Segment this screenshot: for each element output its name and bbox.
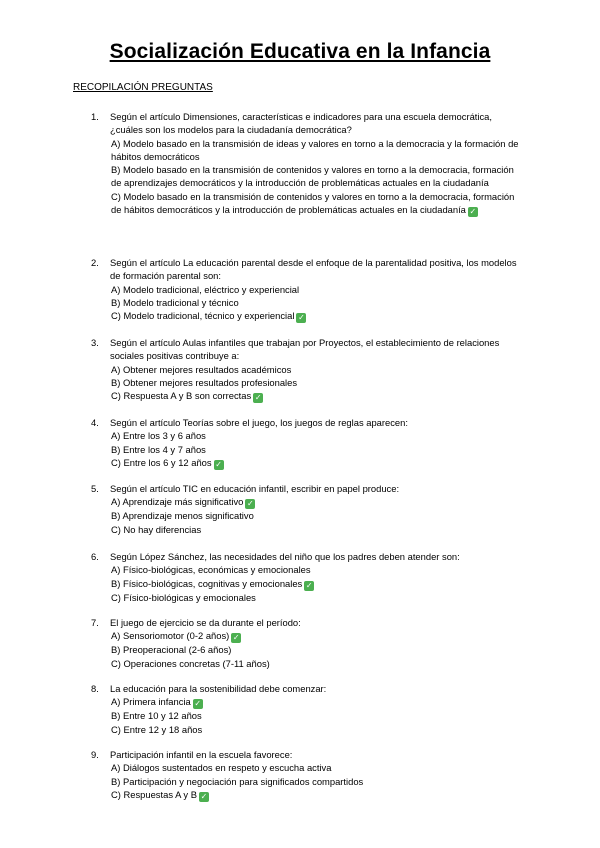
answer-option bbox=[110, 723, 525, 736]
question-body bbox=[110, 616, 525, 670]
question-number: 9. bbox=[91, 749, 99, 760]
check-mark-icon: ✓ bbox=[469, 207, 477, 217]
section-heading: RECOPILACIÓN PREGUNTAS bbox=[73, 82, 213, 93]
answer-option bbox=[110, 283, 525, 296]
question-text: Según el artículo TIC en educación infantil, escribir en papel produce: bbox=[110, 483, 400, 494]
answer-option-text: B) Entre 10 y 12 años bbox=[111, 710, 202, 722]
answer-option-text: A) Diálogos sustentados en respeto y escucha activa bbox=[111, 762, 332, 774]
answer-option-text: A) Aprendizaje más significativo bbox=[111, 496, 244, 508]
question-number: 3. bbox=[91, 337, 99, 348]
answer-option bbox=[110, 657, 525, 670]
answer-option-text: C) Modelo basado en la transmisión de contenidos y valores en torno a la democracia, formación de hábitos democráticos y la introducción de problemáticas actuales en la ciudadanía bbox=[111, 190, 515, 216]
answer-option-text: A) Obtener mejores resultados académicos bbox=[111, 363, 292, 375]
question-body bbox=[110, 550, 525, 604]
answer-option bbox=[110, 577, 525, 591]
answer-option-text: A) Sensoriomotor (0-2 años) bbox=[111, 630, 230, 642]
check-mark-icon: ✓ bbox=[305, 580, 313, 590]
question-body bbox=[110, 336, 525, 403]
answer-option-text: B) Físico-biológicas, cognitivas y emocionales bbox=[111, 577, 303, 589]
answer-option-text: C) Entre 12 y 18 años bbox=[111, 723, 203, 735]
answer-option bbox=[110, 509, 525, 522]
check-mark-icon: ✓ bbox=[194, 699, 202, 709]
question-body bbox=[110, 482, 525, 536]
question-number: 8. bbox=[91, 683, 99, 694]
question-text: Según el artículo Dimensiones, características e indicadores para una escuela democrática, ¿cuáles son los modelos para la ciudadanía democrática? bbox=[110, 111, 492, 136]
answer-option-text: B) Aprendizaje menos significativo bbox=[111, 510, 254, 522]
answer-option bbox=[110, 495, 525, 509]
question-number: 6. bbox=[91, 551, 99, 562]
check-mark-icon: ✓ bbox=[215, 459, 222, 469]
question-body bbox=[110, 416, 525, 470]
question-text: Participación infantil en la escuela favorece: bbox=[110, 749, 293, 760]
answer-option bbox=[110, 309, 525, 323]
answer-option-text: A) Modelo basado en la transmisión de ideas y valores en torno a la democracia y la formación de hábitos democráticos bbox=[111, 137, 519, 162]
question-text: Según López Sánchez, las necesidades del niño que los padres deben atender son: bbox=[110, 551, 460, 562]
answer-option-text: C) No hay diferencias bbox=[111, 523, 202, 535]
question-text: La educación para la sostenibilidad debe comenzar: bbox=[110, 683, 327, 694]
answer-option bbox=[110, 137, 525, 164]
answer-option-text: A) Físico-biológicas, económicas y emocionales bbox=[111, 564, 311, 576]
question-number: 1. bbox=[91, 111, 99, 122]
answer-option bbox=[110, 389, 525, 403]
answer-option-text: B) Entre los 4 y 7 años bbox=[111, 443, 206, 455]
answer-option-text: B) Participación y negociación para significados compartidos bbox=[111, 775, 364, 787]
question-body bbox=[110, 110, 525, 217]
answer-option bbox=[110, 456, 525, 470]
answer-option bbox=[110, 163, 525, 190]
page-title: Socialización Educativa en la Infancia bbox=[109, 40, 491, 63]
check-mark-icon: ✓ bbox=[200, 791, 208, 801]
question-number: 5. bbox=[91, 483, 99, 494]
answer-option bbox=[110, 761, 525, 774]
answer-option-text: C) Entre los 6 y 12 años bbox=[111, 456, 212, 468]
check-mark-icon: ✓ bbox=[298, 313, 305, 323]
check-mark-icon: ✓ bbox=[232, 633, 240, 643]
check-mark-icon: ✓ bbox=[254, 393, 262, 403]
answer-option-text: A) Modelo tradicional, eléctrico y experiencial bbox=[111, 283, 300, 295]
answer-option bbox=[110, 363, 525, 376]
answer-option bbox=[110, 563, 525, 576]
answer-option bbox=[110, 788, 525, 802]
answer-option bbox=[110, 709, 525, 722]
answer-option bbox=[110, 591, 525, 604]
answer-option bbox=[110, 429, 525, 442]
answer-option-text: C) Físico-biológicas y emocionales bbox=[111, 591, 256, 603]
question-body bbox=[110, 748, 525, 802]
check-mark-icon: ✓ bbox=[247, 499, 254, 509]
question-body bbox=[110, 682, 525, 736]
answer-option-text: A) Primera infancia bbox=[111, 696, 191, 708]
answer-option-text: C) Operaciones concretas (7-11 años) bbox=[111, 657, 270, 669]
answer-option-text: B) Modelo tradicional y técnico bbox=[111, 296, 239, 308]
question-body bbox=[110, 256, 525, 323]
question-number: 7. bbox=[91, 617, 99, 628]
question-text: Según el artículo Aulas infantiles que trabajan por Proyectos, el establecimiento de relaciones sociales positivas contribuye a: bbox=[110, 337, 500, 362]
answer-option bbox=[110, 190, 525, 217]
answer-option-text: C) Respuestas A y B bbox=[111, 788, 197, 800]
question-text: Según el artículo Teorías sobre el juego, los juegos de reglas aparecen: bbox=[110, 417, 408, 428]
answer-option-text: B) Modelo basado en la transmisión de contenidos y valores en torno a la democracia, formación de aprendizajes democráticos y la introducción de problemáticas actuales en la ciudadanía bbox=[111, 164, 514, 189]
question-text: El juego de ejercicio se da durante el período: bbox=[110, 617, 301, 628]
answer-option-text: B) Obtener mejores resultados profesionales bbox=[111, 376, 298, 388]
answer-option-text: A) Entre los 3 y 6 años bbox=[111, 430, 206, 442]
answer-option bbox=[110, 296, 525, 309]
answer-option bbox=[110, 629, 525, 643]
answer-option bbox=[110, 443, 525, 456]
answer-option bbox=[110, 775, 525, 788]
question-text: Según el artículo La educación parental desde el enfoque de la parentalidad positiva, los modelos de formación parental son: bbox=[110, 257, 517, 282]
answer-option-text: B) Preoperacional (2-6 años) bbox=[111, 644, 232, 656]
answer-option bbox=[110, 376, 525, 389]
answer-option bbox=[110, 523, 525, 536]
question-number: 2. bbox=[91, 257, 99, 268]
answer-option-text: C) Respuesta A y B son correctas bbox=[111, 390, 252, 402]
answer-option bbox=[110, 695, 525, 709]
answer-option bbox=[110, 643, 525, 656]
question-number: 4. bbox=[91, 417, 99, 428]
answer-option-text: C) Modelo tradicional, técnico y experiencial bbox=[111, 310, 295, 322]
